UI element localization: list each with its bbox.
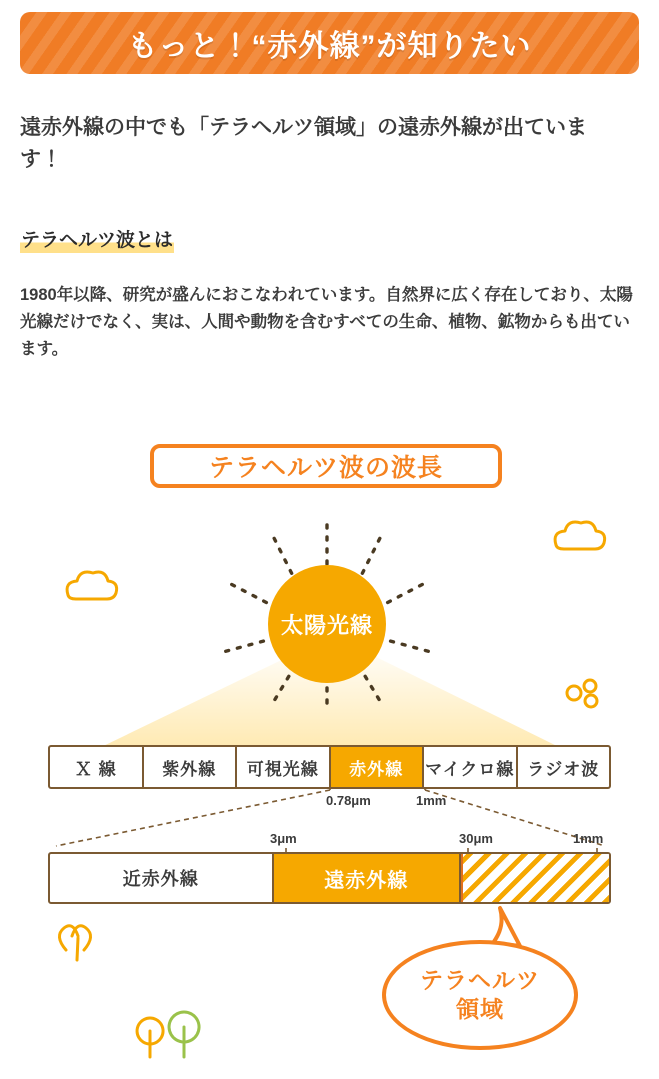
spectrum-cell-visible: 可視光線 [237,747,331,787]
tick-label-3um: 3μm [270,831,297,846]
electromagnetic-spectrum-bar [48,745,611,789]
ribbon-title-text: テラヘルツ波の波長 [208,454,443,482]
terahertz-callout-bubble [382,940,578,1050]
spectrum-cell-radio: ラジオ波 [527,759,600,779]
tick-label-1mm-lower: 1mm [573,831,604,846]
callout-line-1: テラヘルツ [420,967,540,994]
figure-title-ribbon [150,444,510,492]
detail-cell-near-infrared: 近赤外線 [50,854,274,902]
spectrum-cell-xray: Ｘ 線 [50,747,144,787]
section-subheading-text: テラヘルツ波とは [21,230,174,251]
tick-label-078um: 0.78μm [326,793,371,808]
callout-line-2: 領域 [456,996,504,1022]
page-header-banner [20,12,639,74]
spectrum-cell-infrared: 赤外線 [331,747,425,787]
detail-cell-terahertz-hatched [461,852,611,904]
page-title: もっと！“赤外線”が知りたい [127,30,532,63]
ribbon-box [150,444,502,488]
detail-cell-far-infrared: 遠赤外線 [274,854,461,902]
lead-paragraph: 遠赤外線の中でも「テラヘルツ領域」の遠赤外線が出ています！ [20,116,587,171]
body-paragraph: 1980年以降、研究が盛んにおこなわれています。自然界に広く存在しており、太陽光線だけでなく、実は、人間や動物を含むすべての生命、植物、鉱物からも出ています。 [20,286,633,359]
spectrum-cell-ultraviolet: 紫外線 [144,747,238,787]
sun-label: 太陽光線 [280,612,373,638]
tick-label-30um: 30μm [459,831,493,846]
spectrum-cell-microwave: マイクロ線 [424,747,518,787]
section-subheading [20,228,174,255]
sun-graphic [215,520,445,710]
infrared-detail-bar [48,852,611,904]
tick-label-1mm-upper: 1mm [416,793,447,808]
sun-circle [268,565,386,683]
wavelength-figure [0,410,659,1079]
